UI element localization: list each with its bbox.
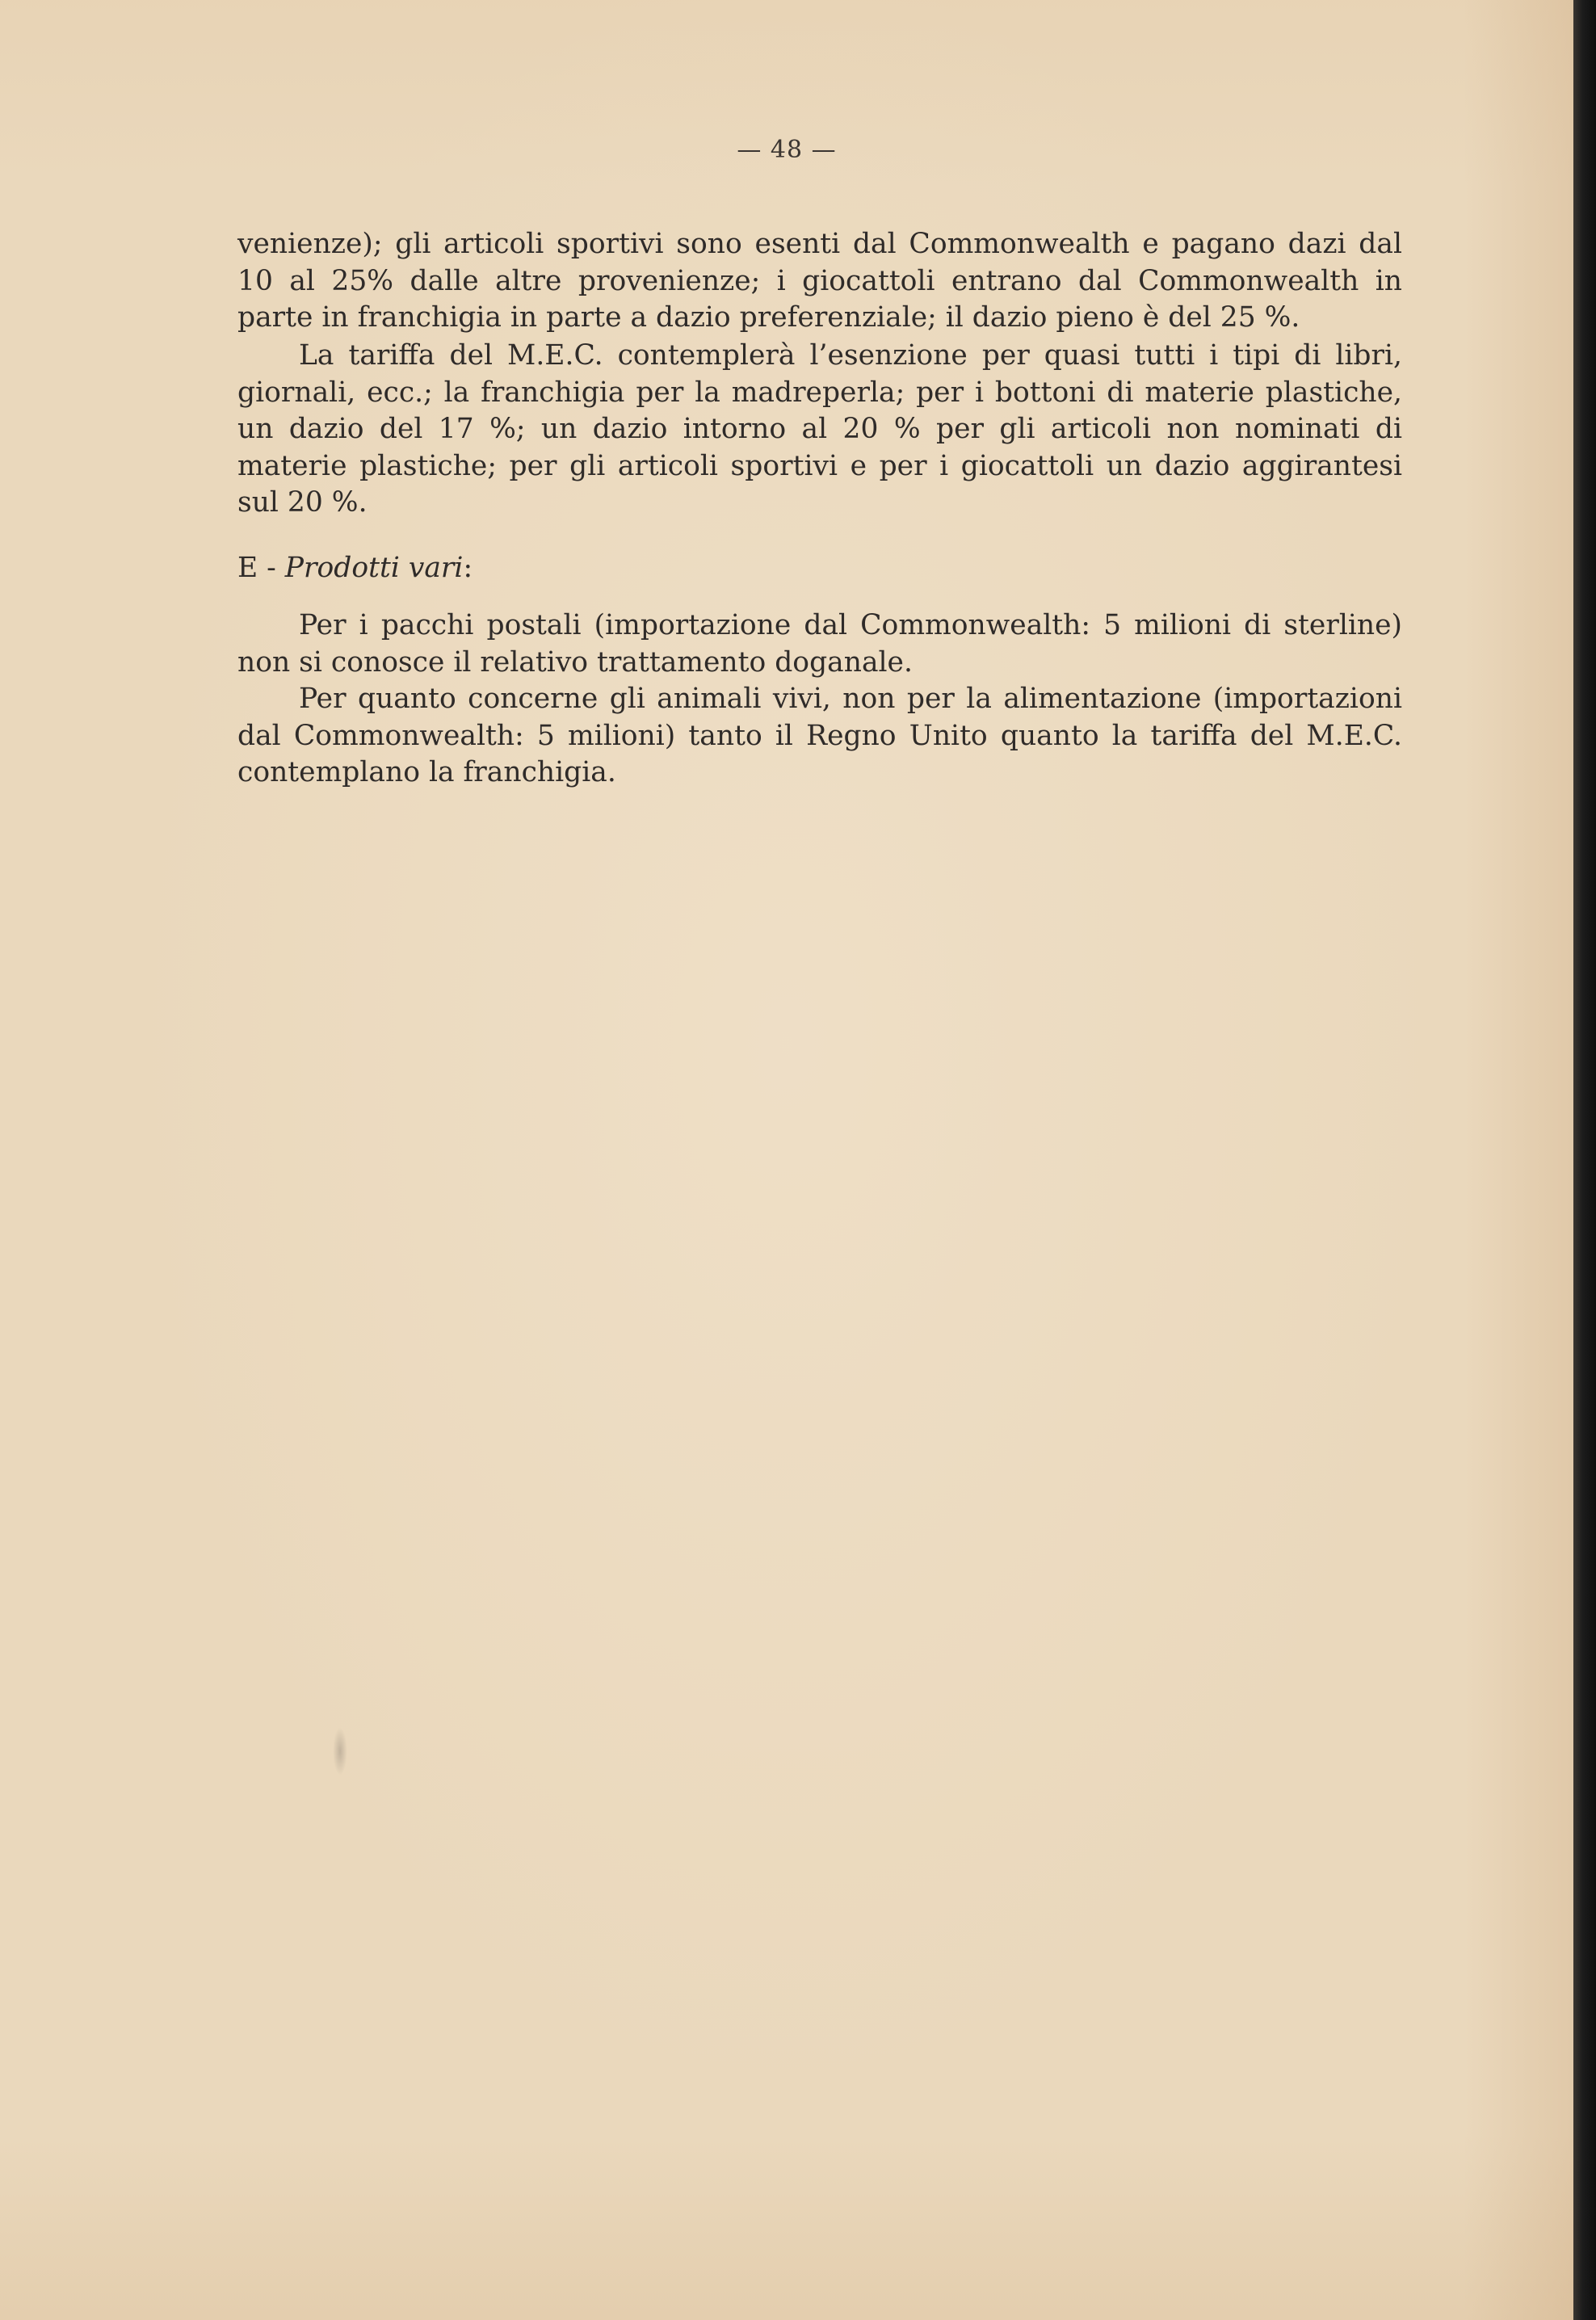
paragraph-text: venienze); gli articoli sportivi sono esenti dal Commonwealth e pagano dazi dal 10 al 25% dalle altre provenienze; i giocattoli entrano dal Commonwealth in parte in franchigia in parte a dazio preferenziale; il dazio pieno è del 25 %. <box>237 228 1402 334</box>
section-prefix: E - <box>237 552 285 584</box>
scan-edge <box>1573 0 1596 2320</box>
paragraph-continuation <box>237 226 1402 337</box>
section-title: Prodotti vari <box>284 552 464 584</box>
paper-smudge <box>333 1727 347 1776</box>
paragraph-live-animals <box>237 681 1402 792</box>
page-number: — 48 — <box>737 136 837 164</box>
paragraph-mec-tariff <box>237 338 1402 522</box>
paragraph-text: Per quanto concerne gli animali vivi, non per la alimentazione (importazioni dal Commonwealth: 5 milioni) tanto il Regno Unito quanto la tariffa del M.E.C. contemplano la franchigia. <box>237 683 1402 788</box>
paragraph-postal-parcels <box>237 607 1402 681</box>
paragraph-text: Per i pacchi postali (importazione dal Commonwealth: 5 milioni di sterline) non si conosce il relativo trattamento doganale. <box>237 609 1402 679</box>
paragraph-text: La tariffa del M.E.C. contemplerà l’esenzione per quasi tutti i tipi di libri, giornali, ecc.; la franchigia per la madreperla; per i bottoni di materie plastiche, un dazio del 17 %; un dazio intorno al 20 % per gli articoli non nominati di materie plastiche; per gli articoli sportivi e per i giocattoli un dazio aggirantesi sul 20 %. <box>237 339 1402 519</box>
section-heading <box>237 550 1402 587</box>
section-suffix: : <box>463 552 473 584</box>
